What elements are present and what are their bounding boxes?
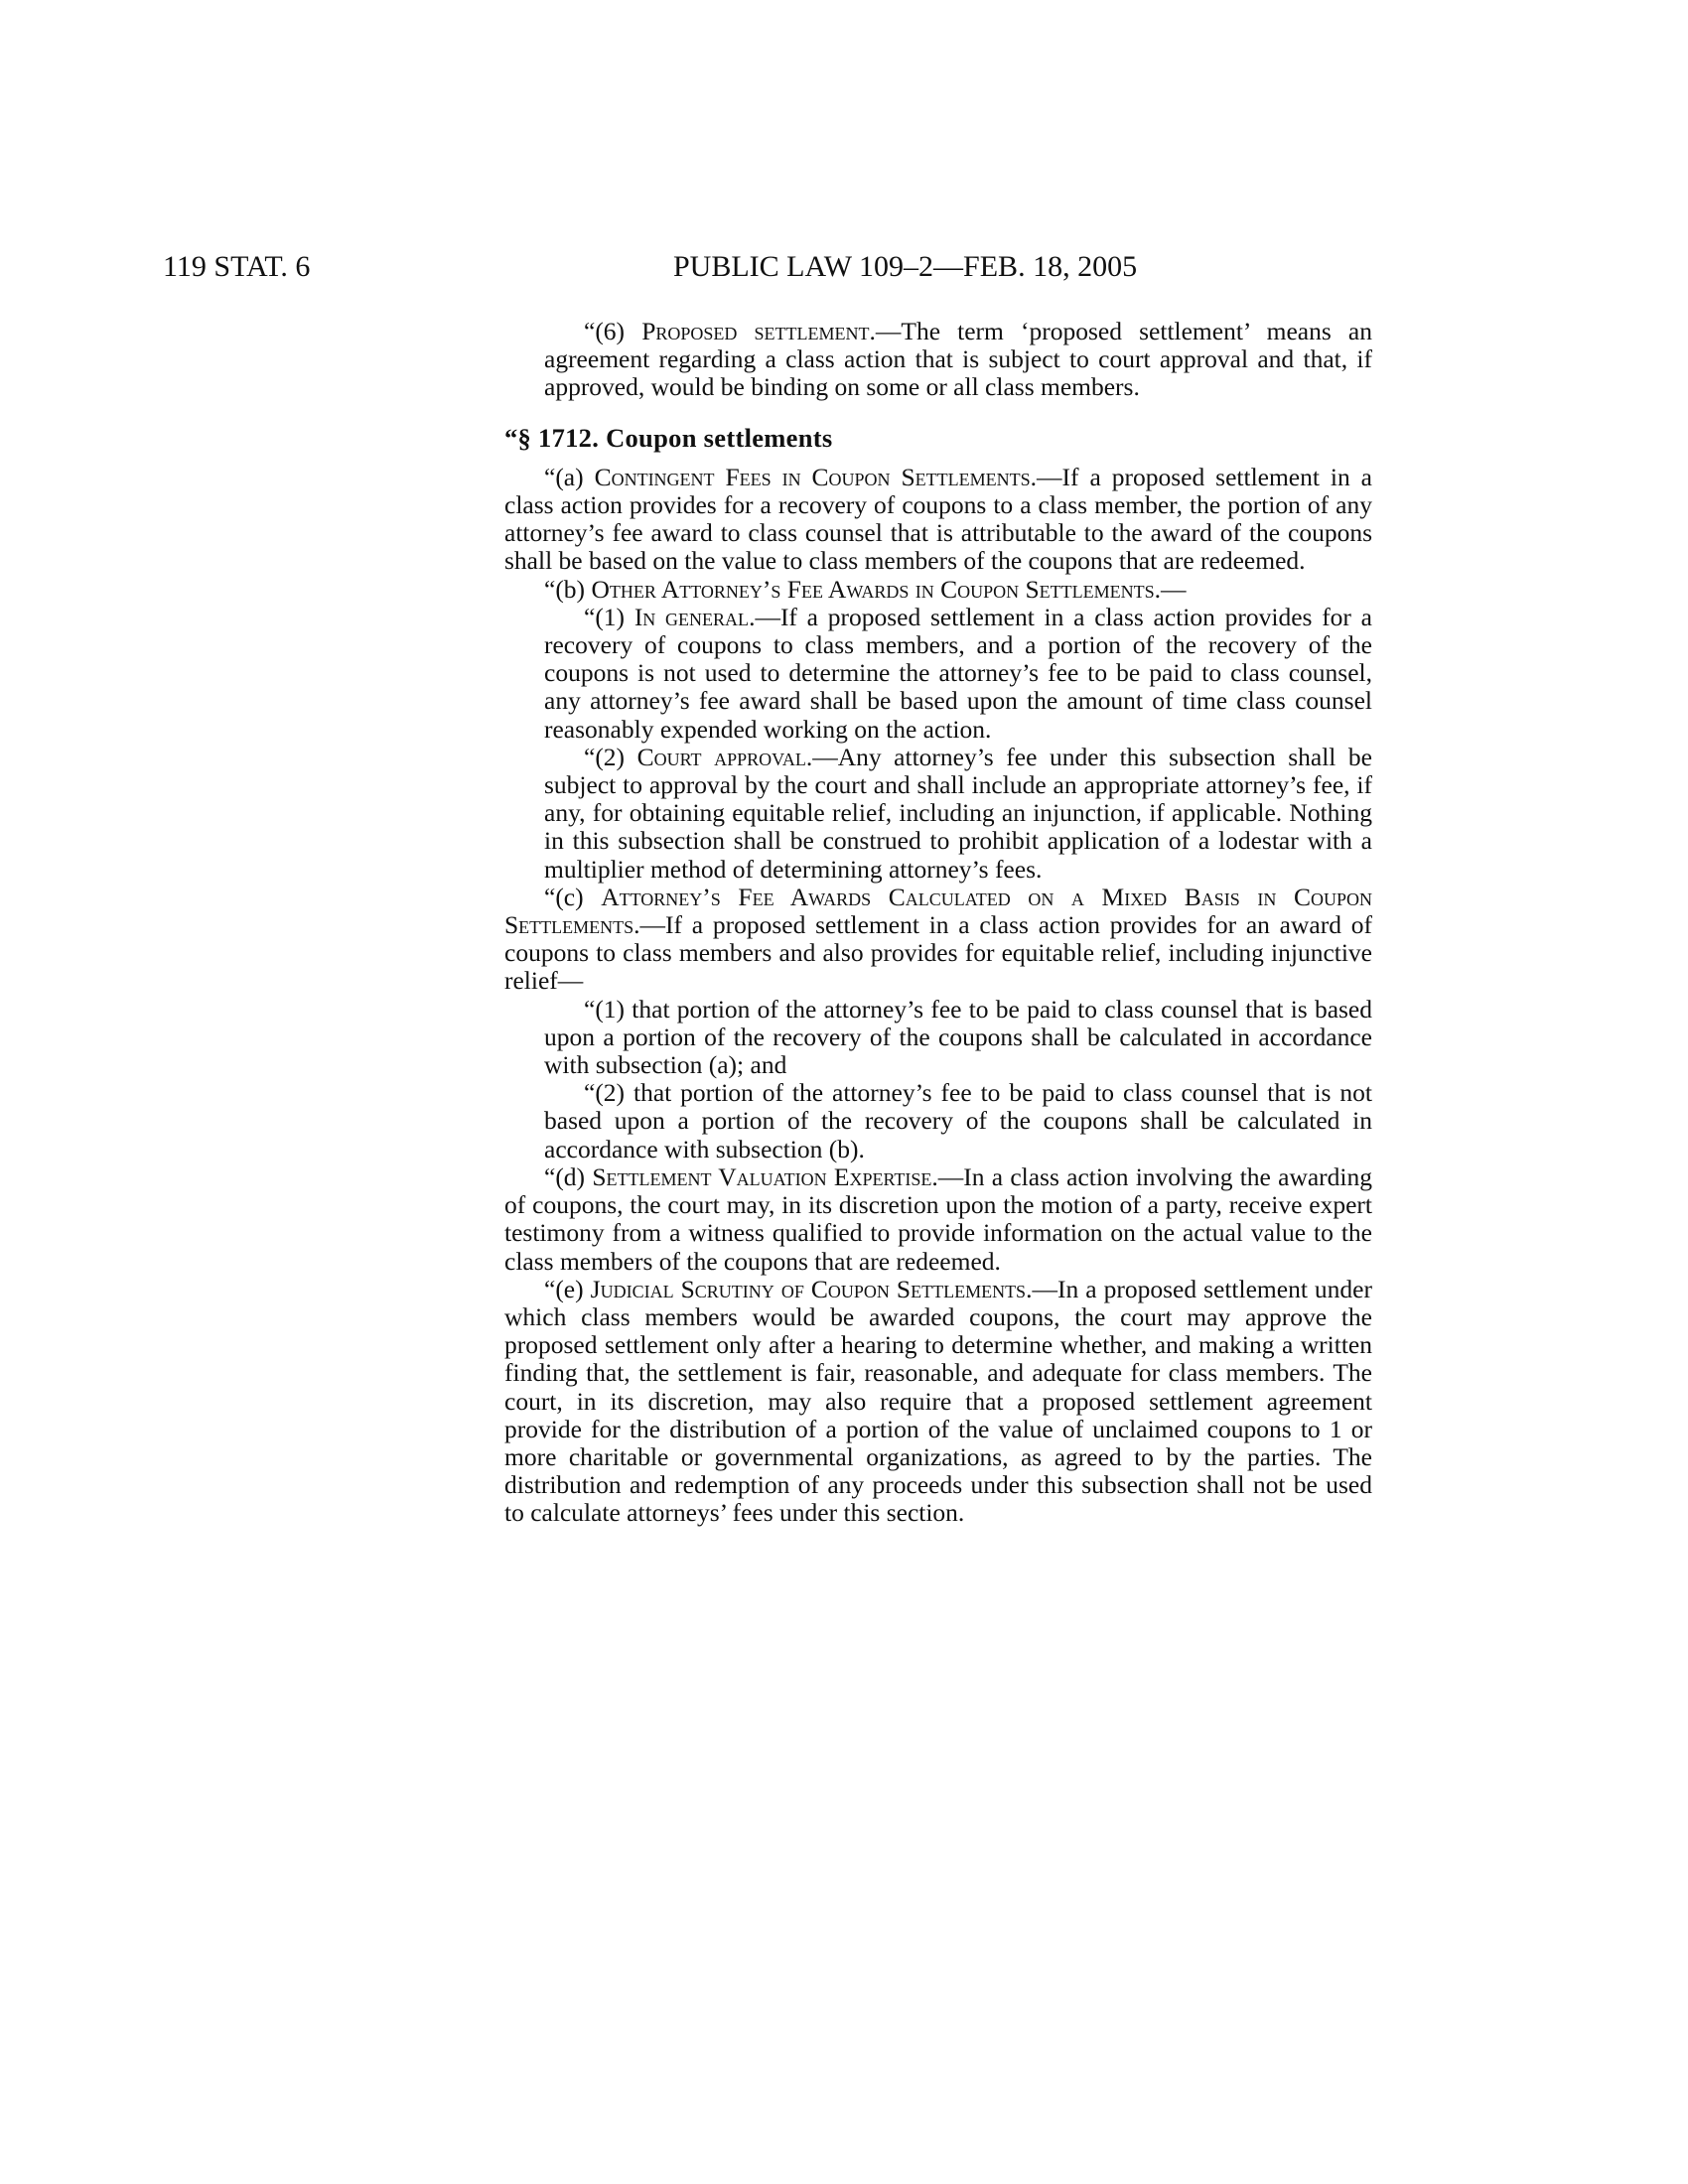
subsection-b-paragraph-1: “(1) In general.—If a proposed settlement in a class action provides for a recovery of coupons to class members, and a portion of the recovery of the coupons is not used to determine the attorney’s fee to be paid to class counsel, any attorney’s fee award shall be based upon the amount of time class counsel reasonably expended working on the action. [544,602,1372,744]
page-header [163,250,1354,294]
subsection-heading: Contingent Fees in Coupon Settlements [594,462,1031,491]
subsection-heading: Other Attorney’s Fee Awards in Coupon Settlements [591,574,1155,604]
subsection-e: “(e) Judicial Scrutiny of Coupon Settlements.—In a proposed settlement under which class members would be awarded coupons, the court may approve the proposed settlement only after a hearing to determine whether, and making a written finding that, the settlement is fair, reasonable, and adequate for class members. The court, in its discretion, may also require that a proposed settlement agreement provide for the distribution of a portion of the value of unclaimed coupons to 1 or more charitable or governmental organizations, as agreed to by the parties. The distribution and redemption of any proceeds under this subsection shall not be used to calculate attorneys’ fees under this section. [504,1274,1372,1528]
subsection-heading: Settlement Valuation Expertise [592,1161,932,1191]
section-heading: “§ 1712. Coupon settlements [504,422,833,453]
subsection-c-paragraph-1: “(1) that portion of the attorney’s fee to be paid to class counsel that is based upon a portion of the recovery of the coupons shall be calculated in accordance with subsection (a); and [544,994,1372,1080]
subsection-a: “(a) Contingent Fees in Coupon Settlements.—If a proposed settlement in a class action provides for a recovery of coupons to a class member, the portion of any attorney’s fee award to class counsel that is attributable to the award of the coupons shall be based on the value to class members of the coupons that are redeemed. [504,462,1372,576]
subsection-heading: Attorney’s Fee Awards Calculated on a Mixed Basis in Coupon Settlements [504,882,1372,940]
paragraph-6-proposed-settlement: “(6) Proposed settlement.—The term ‘proposed settlement’ means an agreement regarding a class action that is subject to court approval and that, if approved, would be binding on some or all class members. [544,317,1372,402]
paragraph-heading: In general [633,602,750,631]
subsection-c-paragraph-2: “(2) that portion of the attorney’s fee to be paid to class counsel that is not based upon a portion of the recovery of the coupons shall be calculated in accordance with subsection (b). [544,1078,1372,1163]
paragraph-heading: Court approval [636,742,806,771]
stat-page-number: 119 STAT. 6 [163,250,311,283]
subsection-heading: Judicial Scrutiny of Coupon Settlements [590,1274,1027,1303]
public-law-title: PUBLIC LAW 109–2—FEB. 18, 2005 [673,250,1138,283]
subsection-d: “(d) Settlement Valuation Expertise.—In a class action involving the awarding of coupons, the court may, in its discretion upon the motion of a party, receive expert testimony from a witness qualified to provide information on the actual value to the class members of the coupons that are redeemed. [504,1161,1372,1276]
statute-text [504,318,1372,1528]
subsection-b: “(b) Other Attorney’s Fee Awards in Coupon Settlements.— [544,574,1187,604]
subsection-b-paragraph-2: “(2) Court approval.—Any attorney’s fee under this subsection shall be subject to approval by the court and shall include an appropriate attorney’s fee, if any, for obtaining equitable relief, including an injunction, if applicable. Nothing in this subsection shall be construed to prohibit application of a lodestar with a multiplier method of determining attorney’s fees. [544,742,1372,884]
subsection-c: “(c) Attorney’s Fee Awards Calculated on a Mixed Basis in Coupon Settlements.—If a proposed settlement in a class action provides for an award of coupons to class members and also provides for equitable relief, including injunctive relief— [504,882,1372,996]
paragraph-heading: Proposed settlement [641,317,870,345]
